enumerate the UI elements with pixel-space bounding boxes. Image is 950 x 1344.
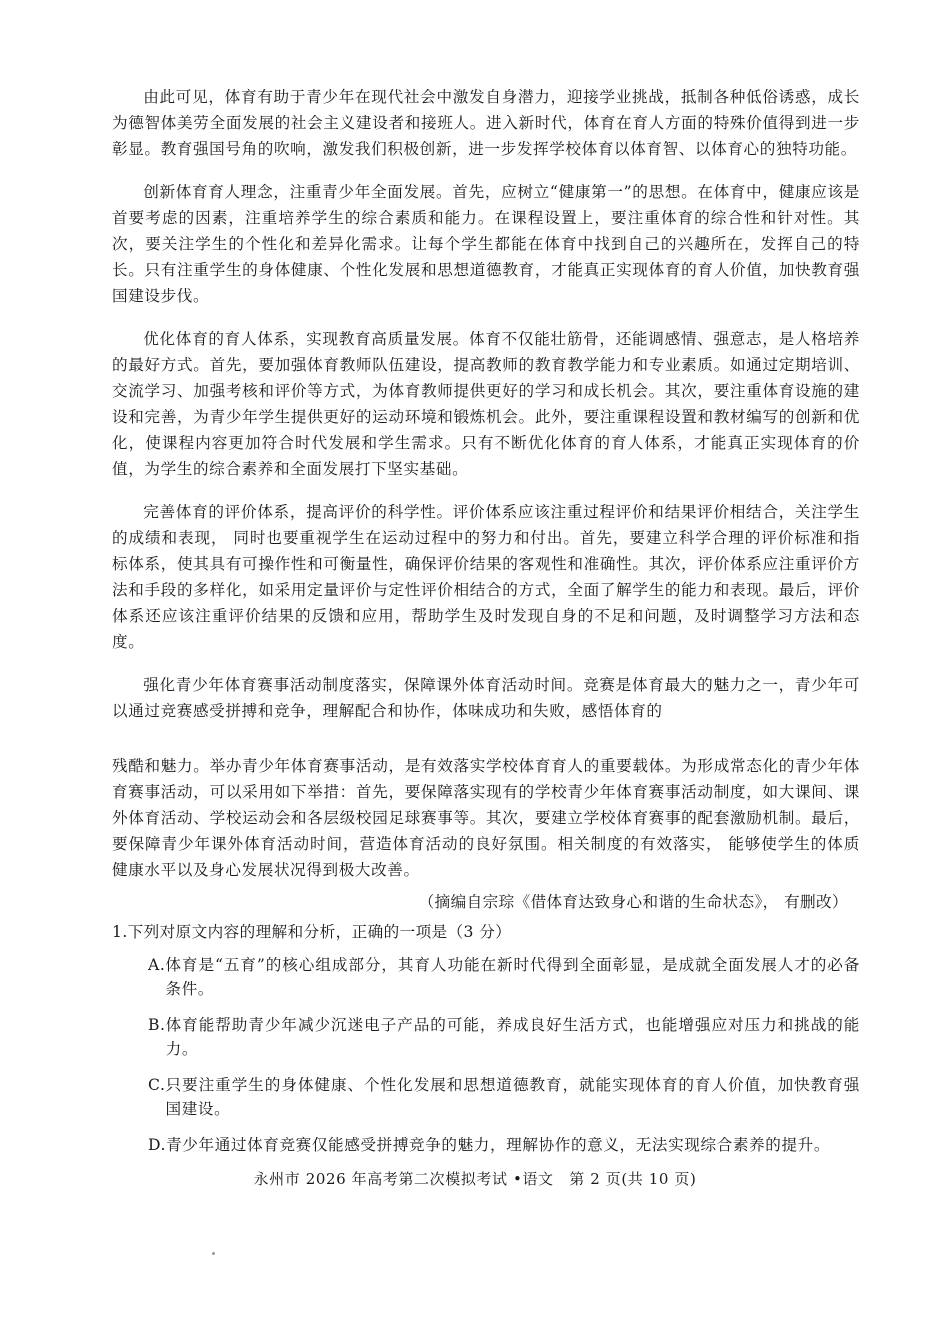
paragraph-3: 优化体育的育人体系，实现教育高质量发展。体育不仅能壮筋骨，还能调感情、强意志，是人格培养的最好方式。首先，要加强体育教师队伍建设，提高教师的教育教学能力和专业素质。如通过定期培训、交流学习、加强考核和评价等方式，为体育教师提供更好的学习和成长机会。其次，要注重体育设施的建设和完善，为青少年学生提供更好的运动环境和锻炼机会。此外，要注重课程设置和教材编写的创新和优化，使课程内容更加符合时代发展和学生需求。只有不断优化体育的育人体系，才能真正实现体育的价值，为学生的综合素养和全面发展打下坚实基础。: [112, 330, 860, 478]
paragraph-4: 完善体育的评价体系，提高评价的科学性。评价体系应该注重过程评价和结果评价相结合，关注学生的成绩和表现， 同时也要重视学生在运动过程中的努力和付出。首先，要建立科学合理的评价标准和指标体系，使其具有可操作性和可衡量性，确保评价结果的客观性和准确性。其次，评价体系应注重评价方法和手段的多样化，如采用定量评价与定性评价相结合的方式，全面了解学生的能力和表现。最后，评价体系还应该注重评价结果的反馈和应用，帮助学生及时发现自身的不足和问题，及时调整学习方法和态度。: [112, 503, 860, 651]
page-footer: 永州市 2026 年高考第二次模拟考试 •语文 第 2 页(共 10 页): [253, 1170, 697, 1188]
option-c: [148, 1073, 860, 1121]
option-b: [148, 1013, 860, 1061]
option-c-key: C.: [148, 1076, 166, 1094]
stray-dot: [212, 1252, 215, 1255]
option-d: [148, 1133, 860, 1157]
option-a-key: A.: [148, 956, 166, 974]
option-d-key: D.: [148, 1136, 167, 1154]
option-a: [148, 953, 860, 1001]
option-c-text: 只要注重学生的身体健康、个性化发展和思想道德教育，就能实现体育的育人价值，加快教育强国建设。: [165, 1076, 860, 1118]
question-options: [148, 953, 860, 1157]
option-b-key: B.: [148, 1016, 166, 1034]
paragraph-5: 强化青少年体育赛事活动制度落实，保障课外体育活动时间。竞赛是体育最大的魅力之一，青少年可以通过竞赛感受拼搏和竞争，理解配合和协作，体味成功和失败，感悟体育的: [112, 676, 860, 720]
option-b-text: 体育能帮助青少年减少沉迷电子产品的可能，养成良好生活方式，也能增强应对压力和挑战的能力。: [165, 1016, 860, 1058]
paragraph-1: 由此可见，体育有助于青少年在现代社会中激发自身潜力，迎接学业挑战，抵制各种低俗诱惑，成长为德智体美劳全面发展的社会主义建设者和接班人。进入新时代，体育在育人方面的特殊价值得到进一步彰显。教育强国号角的吹响，激发我们积极创新，进一步发挥学校体育以体育智、以体育心的独特功能。: [112, 88, 860, 158]
paragraph-2: 创新体育育人理念，注重青少年全面发展。首先，应树立“健康第一”的思想。在体育中，健康应该是首要考虑的因素，注重培养学生的综合素质和能力。在课程设置上，要注重体育的综合性和针对性。其次，要关注学生的个性化和差异化需求。让每个学生都能在体育中找到自己的兴趣所在，发挥自己的特长。只有注重学生的身体健康、个性化发展和思想道德教育，才能真正实现体育的育人价值，加快教育强国建设步伐。: [112, 183, 860, 305]
paragraph-5-continued: 残酷和魅力。举办青少年体育赛事活动，是有效落实学校体育育人的重要载体。为形成常态化的青少年体育赛事活动，可以采用如下举措：首先，要保障落实现有的学校青少年体育赛事活动制度，如大课间、课外体育活动、学校运动会和各层级校园足球赛事等。其次，要建立学校体育赛事的配套激励机制。最后，要保障青少年课外体育活动时间，营造体育活动的良好氛围。相关制度的有效落实， 能够使学生的体质健康水平以及身心发展状况得到极大改善。: [112, 757, 860, 879]
option-a-text: 体育是“五育”的核心组成部分，其育人功能在新时代得到全面彰显，是成就全面发展人才的必备条件。: [165, 956, 860, 998]
option-d-text: 青少年通过体育竞赛仅能感受拼搏竞争的魅力，理解协作的意义，无法实现综合素养的提升。: [166, 1136, 831, 1154]
question-stem: 1.下列对原文内容的理解和分析，正确的一项是（3 分）: [112, 923, 512, 941]
paragraph-gap: [112, 741, 860, 753]
source-citation: （摘编自宗琮《借体育达致身心和谐的生命状态》， 有删改）: [418, 893, 848, 911]
exam-page: [112, 84, 860, 1169]
